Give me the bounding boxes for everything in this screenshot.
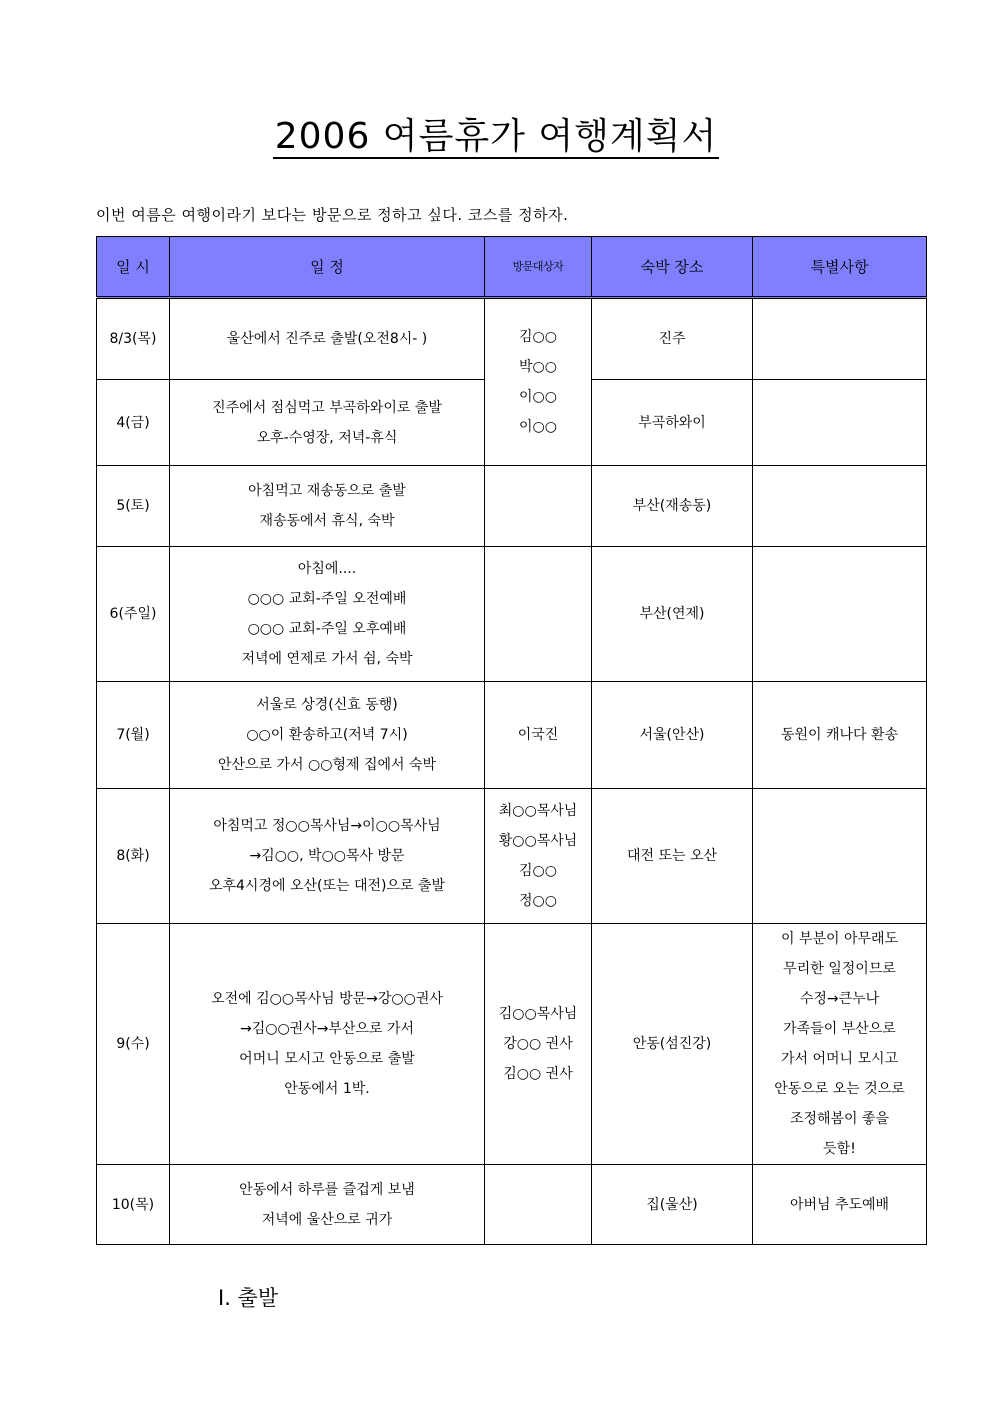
visit-cell <box>485 298 592 466</box>
schedule-cell <box>170 298 485 380</box>
travel-plan-table <box>96 236 927 1245</box>
visit-cell <box>485 789 592 924</box>
table-row <box>97 466 927 547</box>
notes-cell-line: 아버님 추도예배 <box>789 1196 890 1213</box>
visit-cell <box>485 682 592 789</box>
lodging-cell: 서울(안산) <box>592 682 753 789</box>
schedule-cell <box>170 924 485 1165</box>
visit-cell-line: 이○○ <box>519 389 557 405</box>
header-date: 일 시 <box>97 237 170 298</box>
visit-cell-line: 김○○ <box>519 329 557 345</box>
table-body <box>97 298 927 1245</box>
date-cell: 4(금) <box>97 380 170 466</box>
header-lodging: 숙박 장소 <box>592 237 753 298</box>
notes-cell-line: 무리한 일정이므로 <box>783 961 896 977</box>
visit-cell-line: 이○○ <box>519 419 557 435</box>
visit-cell-line: 황○○목사님 <box>498 833 578 849</box>
visit-cell-line: 이국진 <box>517 727 559 743</box>
schedule-cell-line: 울산에서 진주로 출발(오전8시- ) <box>226 331 428 347</box>
notes-cell-line: 조정해봄이 좋을 <box>789 1111 890 1127</box>
schedule-cell-line: 안동에서 하루를 즐겁게 보냄 <box>239 1181 415 1198</box>
visit-cell-line: 강○○ 권사 <box>503 1036 573 1052</box>
schedule-cell-line: 아침먹고 재송동으로 출발 <box>248 483 406 499</box>
notes-cell <box>753 547 927 682</box>
table-row <box>97 924 927 1165</box>
date-cell: 5(토) <box>97 466 170 547</box>
schedule-cell-line: 오전에 김○○목사님 방문→강○○권사 <box>211 991 443 1007</box>
schedule-cell <box>170 466 485 547</box>
lodging-cell: 안동(섬진강) <box>592 924 753 1165</box>
date-cell: 7(월) <box>97 682 170 789</box>
notes-cell-line: 가서 어머니 모시고 <box>780 1051 899 1067</box>
visit-cell <box>485 924 592 1165</box>
lodging-cell: 대전 또는 오산 <box>592 789 753 924</box>
intro-text: 이번 여름은 여행이라기 보다는 방문으로 정하고 싶다. 코스를 정하자. <box>96 206 569 224</box>
schedule-cell-line: 안동에서 1박. <box>284 1081 370 1097</box>
visit-cell-line: 최○○목사님 <box>498 803 578 819</box>
schedule-cell <box>170 380 485 466</box>
schedule-cell-line: 안산으로 가서 ○○형제 집에서 숙박 <box>217 757 437 773</box>
notes-cell <box>753 298 927 380</box>
table-row <box>97 298 927 380</box>
notes-cell <box>753 682 927 789</box>
schedule-cell <box>170 1165 485 1245</box>
notes-cell <box>753 924 927 1165</box>
schedule-cell-line: 저녁에 연제로 가서 쉼, 숙박 <box>241 651 413 667</box>
schedule-cell-line: 아침먹고 정○○목사님→이○○목사님 <box>213 818 441 834</box>
notes-cell <box>753 466 927 547</box>
header-visit: 방문대상자 <box>485 237 592 298</box>
date-cell: 8(화) <box>97 789 170 924</box>
visit-cell <box>485 547 592 682</box>
notes-cell-line: 이 부분이 아무래도 <box>780 931 899 947</box>
visit-cell <box>485 466 592 547</box>
table-header-row <box>97 237 927 298</box>
date-cell: 8/3(목) <box>97 298 170 380</box>
schedule-cell <box>170 547 485 682</box>
visit-cell <box>485 1165 592 1245</box>
notes-cell-line: 안동으로 오는 것으로 <box>774 1081 905 1097</box>
schedule-cell-line: 아침에.... <box>297 561 357 577</box>
schedule-cell-line: →김○○, 박○○목사 방문 <box>249 848 405 864</box>
schedule-cell-line: ○○○ 교회-주일 오전예배 <box>247 591 407 607</box>
lodging-cell: 집(울산) <box>592 1165 753 1245</box>
header-schedule: 일 정 <box>170 237 485 298</box>
notes-cell <box>753 789 927 924</box>
schedule-cell-line: 재송동에서 휴식, 숙박 <box>259 513 395 529</box>
notes-cell <box>753 1165 927 1245</box>
schedule-cell <box>170 789 485 924</box>
date-cell: 6(주일) <box>97 547 170 682</box>
visit-cell-line: 정○○ <box>519 893 557 909</box>
document-title <box>0 112 992 162</box>
schedule-cell-line: ○○이 환송하고(저녁 7시) <box>246 727 408 743</box>
schedule-cell-line: 저녁에 울산으로 귀가 <box>261 1211 393 1228</box>
table-row <box>97 789 927 924</box>
lodging-cell: 부곡하와이 <box>592 380 753 466</box>
table-row <box>97 1165 927 1245</box>
date-cell: 9(수) <box>97 924 170 1165</box>
date-cell: 10(목) <box>97 1165 170 1245</box>
notes-cell-line: 듯함! <box>823 1141 856 1157</box>
visit-cell-line: 김○○ <box>519 863 557 879</box>
notes-cell-line: 수정→큰누나 <box>799 991 880 1007</box>
schedule-cell-line: 서울로 상경(신효 동행) <box>256 697 398 713</box>
schedule-cell-line: 오후-수영장, 저녁-휴식 <box>256 429 398 446</box>
section-heading: Ⅰ. 출발 <box>218 1286 279 1310</box>
notes-cell <box>753 380 927 466</box>
lodging-cell: 진주 <box>592 298 753 380</box>
visit-cell-line: 박○○ <box>519 359 557 375</box>
visit-cell-line: 김○○ 권사 <box>503 1066 573 1082</box>
lodging-cell: 부산(재송동) <box>592 466 753 547</box>
visit-cell-line: 김○○목사님 <box>498 1006 578 1022</box>
schedule-cell-line: ○○○ 교회-주일 오후예배 <box>247 621 407 637</box>
lodging-cell: 부산(연제) <box>592 547 753 682</box>
schedule-cell <box>170 682 485 789</box>
schedule-cell-line: 오후4시경에 오산(또는 대전)으로 출발 <box>208 878 446 894</box>
notes-cell-line: 가족들이 부산으로 <box>783 1021 896 1037</box>
schedule-cell-line: →김○○권사→부산으로 가서 <box>239 1021 415 1037</box>
document-title-text: 2006 여름휴가 여행계획서 <box>274 116 718 157</box>
notes-cell-line: 동원이 캐나다 환송 <box>780 727 899 743</box>
header-notes: 특별사항 <box>753 237 927 298</box>
schedule-cell-line: 어머니 모시고 안동으로 출발 <box>239 1051 415 1067</box>
schedule-cell-line: 진주에서 점심먹고 부곡하와이로 출발 <box>212 399 442 416</box>
table-row <box>97 682 927 789</box>
table-row <box>97 547 927 682</box>
